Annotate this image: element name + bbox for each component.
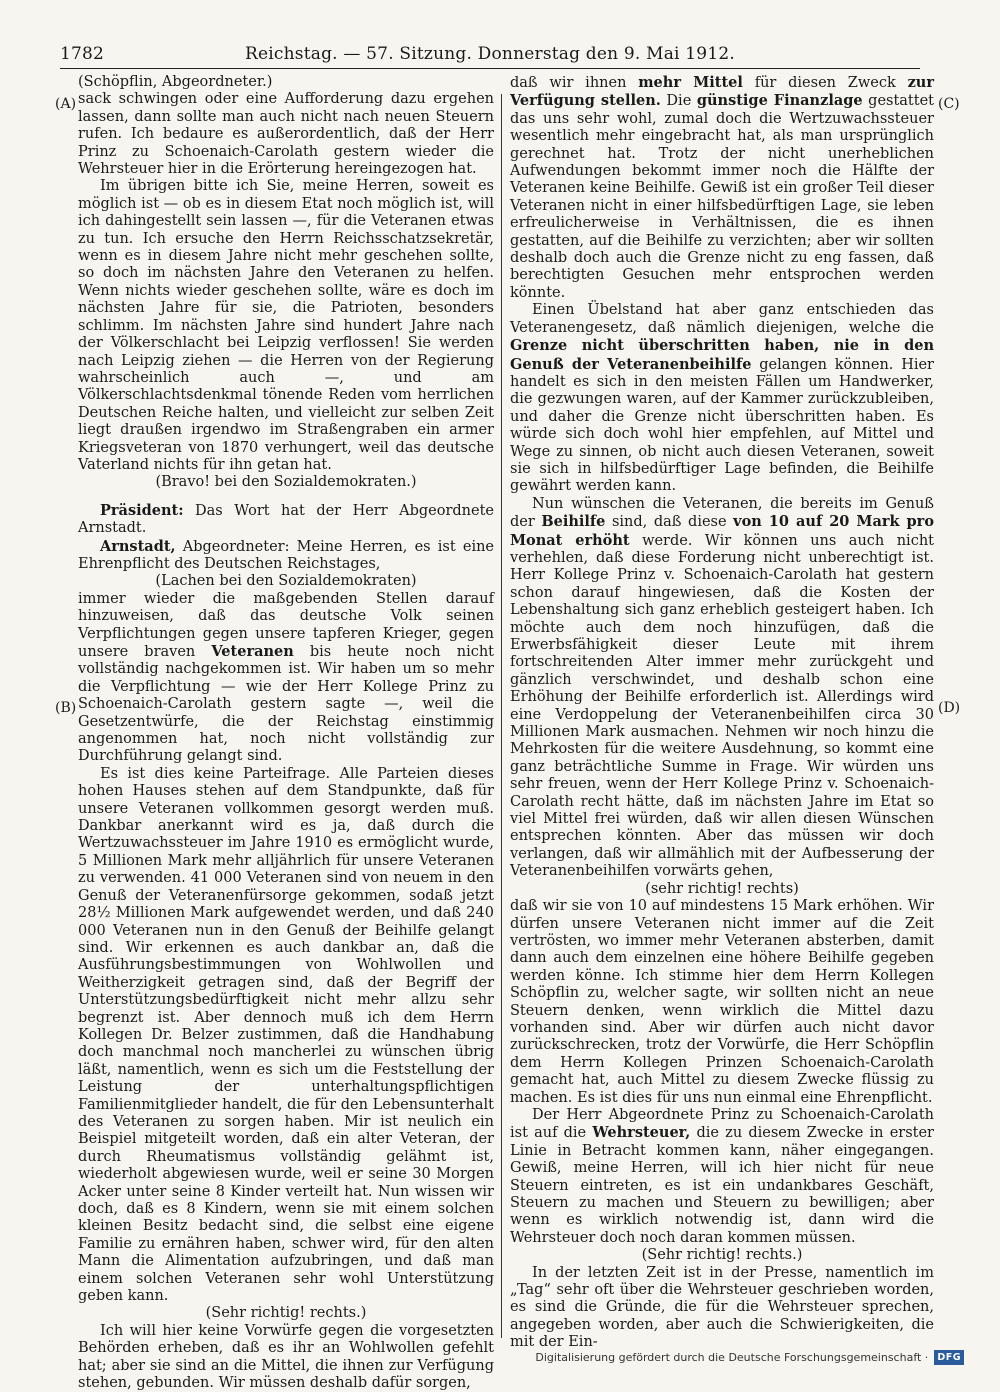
- interjection: (Sehr richtig! rechts.): [205, 1305, 367, 1322]
- right-column: [510, 74, 934, 1352]
- speech-text: Abgeordneter: Meine Herren, es ist eine Ehrenpflicht des Deutschen Reichstages,: [78, 538, 495, 572]
- paragraph: Einen Übelstand hat aber ganz entschieden das Veteranengesetz, daß nämlich diejenigen, welche die Grenze nicht überschritten haben, nie in den Genuß der Veteranenbeihilfe gelangen können. Hier handelt es sich in den meisten Fällen um Handwerker, die gezwungen waren, auf der Kammer zurückzubleiben, und daher die Grenze nicht überschritten haben. Es würde sich doch wohl hier empfehlen, auf Mittel und Wege zu sinnen, ob nicht auch diesen Veteranen, soweit sie sich in hilfsbedürftiger Lage befinden, die Beihilfe gewährt werden kann.: [510, 302, 934, 495]
- paragraph: In der letzten Zeit ist in der Presse, namentlich im „Tag“ sehr oft über die Wehrsteuer geschrieben worden, es sind die Gründe, die für die Wehrsteuer sprechen, angegeben worden, aber auch die Schwierigkeiten, die mit der Ein-: [510, 1264, 934, 1351]
- page-header: [60, 44, 920, 69]
- paragraph: Es ist dies keine Parteifrage. Alle Parteien dieses hohen Hauses stehen auf dem Standpunkte, daß für unsere Veteranen vollkommen gesorgt werden muß. Dankbar anerkannt wird es ja, daß durch die Wertzuwachssteuer im Jahre 1910 es ermöglicht wurde, 5 Millionen Mark mehr alljährlich für unsere Veteranen zu verwenden. 41 000 Veteranen sind von neuem in den Genuß der Veteranenfürsorge gekommen, sodaß jetzt 28½ Millionen Mark aufgewendet werden, und daß 240 000 Veteranen nun in den Genuß der Beihilfe gelangt sind. Wir erkennen es auch dankbar an, daß die Ausführungsbestimmungen von Wohlwollen und Weitherzigkeit getragen sind, daß der Begriff der Unterstützungsbedürftigkeit nicht mehr allzu sehr begrenzt ist. Aber dennoch muß ich dem Herrn Kollegen Dr. Belzer zustimmen, daß die Handhabung doch manchmal noch mancherlei zu wünschen übrig läßt, namentlich, wenn es sich um die Feststellung der Leistung der unterhaltungspflichtigen Familienmitglieder handelt, die für den Lebensunterhalt des Veteranen zu sorgen haben. Mir ist neulich ein Beispiel mitgeteilt worden, daß ein alter Veteran, der durch Rheumatismus vollständig gelähmt ist, wiederholt abgewiesen wurde, weil er seine 30 Morgen Acker unter seine 8 Kinder verteilt hat. Nun wissen wir doch, daß es 8 Kindern, wenn sie mit einem solchen kleinen Besitz bedacht sind, die selbst eine eigene Familie zu ernähren haben, schwer wird, für den alten Mann die Alimentation aufzubringen, und daß man einem solchen Veteranen sehr wohl Unterstützung geben kann.: [78, 765, 494, 1305]
- interjection: (Lachen bei den Sozialdemokraten): [155, 573, 417, 590]
- speaker-paragraph: [78, 538, 494, 574]
- paragraph: Ich will hier keine Vorwürfe gegen die vorgesetzten Behörden erheben, daß es ihr an Wohlwollen gefehlt hat; aber sie sind an die Mittel, die ihnen zur Verfügung stehen, gebunden. Wir müssen deshalb dafür sorgen,: [78, 1322, 494, 1392]
- paragraph: Der Herr Abgeordnete Prinz zu Schoenaich-Carolath ist auf die Wehrsteuer, die zu diesem Zwecke in erster Linie in Betracht kommen kann, näher eingegangen. Gewiß, meine Herren, will ich hier nicht für neue Steuern eintreten, es ist ein undankbares Geschäft, Steuern zu machen und Steuern zu bewilligen; aber wenn es wirklich notwendig ist, dann wird die Wehrsteuer doch noch daran kommen müssen.: [510, 1106, 934, 1246]
- speech-text: Das Wort hat der Herr Abgeordnete Arnstadt.: [78, 502, 494, 537]
- margin-marker-c: (C): [938, 96, 960, 112]
- left-column: [78, 74, 494, 1392]
- margin-marker-b: (B): [55, 700, 77, 716]
- interjection: (sehr richtig! rechts): [645, 880, 799, 897]
- dfg-logo-icon: DFG: [934, 1350, 964, 1365]
- speaker-note: (Schöpflin, Abgeordneter.): [78, 74, 273, 90]
- speaker-name: Präsident:: [100, 501, 184, 519]
- speaker-paragraph: [78, 502, 494, 538]
- page-number: 1782: [60, 44, 105, 64]
- paragraph: Nun wünschen die Veteranen, die bereits im Genuß der Beihilfe sind, daß diese von 10 auf 20 Mark pro Monat erhöht werde. Wir können uns auch nicht verhehlen, daß diese Forderung nicht unberechtigt ist. Herr Kollege Prinz v. Schoenaich-Carolath hat gestern schon darauf hingewiesen, daß die Kosten der Lebenshaltung sich ganz erheblich gesteigert haben. Ich möchte auch dem noch hinzufügen, daß die Erwerbsfähigkeit dieser Leute mit ihrem fortschreitenden Alter immer mehr zurückgeht und gänzlich verschwindet, und deshalb schon eine Erhöhung der Beihilfe erforderlich ist. Allerdings wird eine Verdoppelung der Veteranenbeihilfen circa 30 Millionen Mark ausmachen. Nehmen wir noch hinzu die Mehrkosten für die weitere Ausdehnung, so kommt eine ganz beträchtliche Summe in Frage. Wir würden uns sehr freuen, wenn der Herr Kollege Prinz v. Schoenaich-Carolath recht hätte, daß im nächsten Jahre im Etat so viel Mittel frei würden, daß wir allen diesen Wünschen entsprechen könnten. Aber das müssen wir doch verlangen, daß wir allmählich mit der Aufbesserung der Veteranenbeihilfen vorwärts gehen,: [510, 495, 934, 880]
- interjection: (Sehr richtig! rechts.): [641, 1247, 803, 1264]
- paragraph: daß wir sie von 10 auf mindestens 15 Mark erhöhen. Wir dürfen unsere Veteranen nicht immer auf die Zeit vertrösten, wo immer mehr Veteranen absterben, damit dann auch dem einzelnen eine höhere Beihilfe gegeben werden könne. Ich stimme hier dem Herrn Kollegen Schöpflin zu, welcher sagte, wir sollten nicht an neue Steuern denken, wenn wirklich die Mittel dazu vorhanden sind. Aber wir dürfen auch nicht davor zurückschrecken, trotz der Vorwürfe, die Herr Schöpflin dem Herrn Kollegen Prinzen Schoenaich-Carolath gemacht hat, auch Mittel zu diesem Zwecke flüssig zu machen. Es ist dies für uns nun einmal eine Ehrenpflicht.: [510, 898, 934, 1106]
- paragraph: Im übrigen bitte ich Sie, meine Herren, soweit es möglich ist — ob es in diesem Etat noch möglich ist, will ich dahingestellt sein lassen —, für die Veteranen etwas zu tun. Ich ersuche den Herrn Reichsschatzsekretär, wenn es in diesem Jahre nicht mehr geschehen sollte, so doch im nächsten Jahre den Veteranen zu helfen. Wenn nichts wieder geschehen sollte, wäre es doch im nächsten Jahre für sie, die Patrioten, besonders schlimm. Im nächsten Jahre sind hundert Jahre nach der Völkerschlacht bei Leipzig verflossen! Sie werden nach Leipzig ziehen — die Herren von der Regierung wahrscheinlich auch —, und am Völkerschlachtsdenkmal tönende Reden vom herrlichen Deutschen Reiche halten, und vielleicht zur selben Zeit liegt draußen irgendwo im Straßengraben ein armer Kriegsveteran von 1870 verhungert, weil das deutsche Vaterland nichts für ihn getan hat.: [78, 178, 494, 473]
- paragraph: daß wir ihnen mehr Mittel für diesen Zweck zur Verfügung stellen. Die günstige Finanzlage gestattet das uns sehr wohl, zumal doch die Wertzuwachssteuer wesentlich mehr eingebracht hat, als man ursprünglich gerechnet hat. Trotz der nicht unerheblichen Aufwendungen bekommt immer noch die Hälfte der Veteranen keine Beihilfe. Gewiß ist ein großer Teil dieser Veteranen nicht in einer hilfsbedürftigen Lage, sie leben erfreulicherweise in Verhältnissen, die es ihnen gestatten, auf die Beihilfe zu verzichten; aber wir sollten deshalb doch auch die Grenze nicht zu eng fassen, daß berechtigten Gesuchen mehr entsprochen werden könnte.: [510, 74, 934, 301]
- speaker-name: Arnstadt,: [100, 537, 176, 555]
- footer-text: Digitalisierung gefördert durch die Deutsche Forschungsgemeinschaft ·: [535, 1351, 929, 1364]
- column-divider: [501, 94, 502, 1338]
- footer-credit: [535, 1350, 964, 1365]
- running-title: Reichstag. — 57. Sitzung. Donnerstag den 9. Mai 1912.: [245, 44, 735, 64]
- paragraph: sack schwingen oder eine Aufforderung dazu ergehen lassen, dann sollte man auch nicht nach neuen Steuern rufen. Ich bedaure es außerordentlich, daß der Herr Prinz zu Schoenaich-Carolath gestern wieder die Wehrsteuer hier in die Erörterung hereingezogen hat.: [78, 91, 494, 178]
- margin-marker-d: (D): [938, 700, 961, 716]
- paragraph: immer wieder die maßgebenden Stellen darauf hinzuweisen, daß das deutsche Volk seinen Verpflichtungen gegen unsere tapferen Krieger, gegen unsere braven Veteranen bis heute noch nicht vollständig nachgekommen ist. Wir haben um so mehr die Verpflichtung — wie der Herr Kollege Prinz zu Schoenaich-Carolath gestern sagte —, weil die Gesetzentwürfe, die der Reichstag einstimmig angenommen hat, noch nicht vollständig zur Durchführung gelangt sind.: [78, 590, 494, 765]
- interjection: (Bravo! bei den Sozialdemokraten.): [155, 474, 417, 491]
- margin-marker-a: (A): [55, 96, 77, 112]
